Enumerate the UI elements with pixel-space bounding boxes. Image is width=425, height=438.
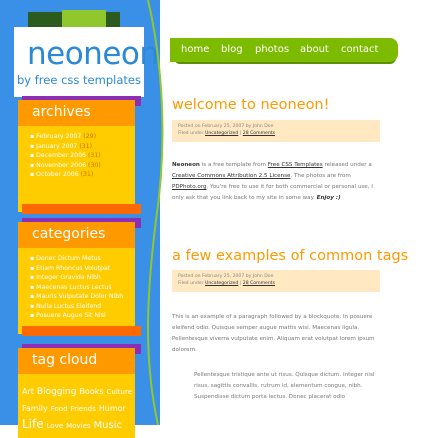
tag-link[interactable]: Movies xyxy=(66,422,91,430)
category-link[interactable]: Uncategorized xyxy=(205,131,239,136)
archives-list xyxy=(30,132,101,180)
post-blockquote: Pellentesque tristique ante ut risus. Quisque dictum. Integer nisl risus, sagittis convallis, rutrum id, elementum congue, nibh. Suspendisse dictum porta lectus. Donec placerat odio xyxy=(194,372,375,400)
post-title[interactable]: a few examples of common tags xyxy=(172,248,409,264)
nav-home[interactable]: home xyxy=(181,44,210,55)
categories-heading: categories xyxy=(32,226,106,242)
archive-item[interactable]: ▪ December 2006 (31) xyxy=(30,151,101,161)
tag-link[interactable]: Blogging xyxy=(36,387,77,397)
main-nav xyxy=(170,38,398,62)
post-meta: Posted on February 25, 2007 by John Doe Filed under Uncategorized | 28 Comments xyxy=(172,270,380,292)
tag-link[interactable]: Books xyxy=(79,387,104,396)
archives-box xyxy=(18,100,135,212)
post-paragraph: This is an example of a paragraph followed by a blockquote. In posuere eleifend odio. Quisque semper augue mattis wisi. Maecenas ligula. Pellentesque viverra vulputate enim. Aliquam erat volutpat lorem ipsum dolorem. xyxy=(172,314,375,353)
tagcloud-heading: tag cloud xyxy=(32,352,98,368)
archive-item[interactable]: ▪ February 2007 (29) xyxy=(30,132,101,142)
archive-item[interactable]: ▪ November 2006 (30) xyxy=(30,161,101,171)
category-item[interactable]: ▪ Donec Dictum Metus xyxy=(30,254,123,264)
tag-link[interactable]: Music xyxy=(93,420,122,431)
link-pdphoto[interactable]: PDPhoto.org xyxy=(172,184,207,190)
post-body: Neoneon is a free template from Free CSS Templates released under a Creative Commons Attribution 2.5 License. The photos are from PDPhoto.org. You're free to use it for both commercial or personal use, I only ask that you link back to my site in some way. Enjoy :) xyxy=(172,162,373,201)
archives-heading: archives xyxy=(32,104,91,120)
nav-contact[interactable]: contact xyxy=(341,44,379,55)
category-item[interactable]: ▪ Integer Gravida Nibh xyxy=(30,273,123,283)
tag-link[interactable]: Culture xyxy=(106,388,132,396)
nav-blog[interactable]: blog xyxy=(221,44,243,55)
comments-link[interactable]: 28 Comments xyxy=(242,281,275,286)
site-title[interactable]: neoneon xyxy=(27,36,159,72)
post-title[interactable]: welcome to neoneon! xyxy=(172,97,330,113)
nav-photos[interactable]: photos xyxy=(255,44,290,55)
categories-list xyxy=(30,254,123,321)
tag-link[interactable]: Art xyxy=(22,387,34,396)
tag-link[interactable]: Love xyxy=(46,422,64,430)
link-license[interactable]: Creative Commons Attribution 2.5 License xyxy=(172,173,291,179)
tag-link[interactable]: Food xyxy=(50,405,68,413)
post-byline: Posted on February 25, 2007 by John Doe xyxy=(178,124,274,129)
category-item[interactable]: ▪ Posuere Augue Sit Nisl xyxy=(30,311,123,321)
categories-box xyxy=(18,222,135,334)
comments-link[interactable]: 28 Comments xyxy=(242,131,275,136)
site-subtitle: by free css templates xyxy=(17,73,141,87)
category-item[interactable]: ▪ Nulla Luctus Eleifend xyxy=(30,302,123,312)
nav-about[interactable]: about xyxy=(300,44,329,55)
tag-link[interactable]: Friends xyxy=(70,405,96,413)
link-free-css[interactable]: Free CSS Templates xyxy=(267,162,323,168)
post-byline: Posted on February 25, 2007 by John Doe xyxy=(178,274,274,279)
category-link[interactable]: Uncategorized xyxy=(205,281,239,286)
category-item[interactable]: ▪ Etiam Rhoncus Volutpat xyxy=(30,264,123,274)
tag-cloud xyxy=(22,382,142,433)
category-item[interactable]: ▪ Maecenas Luctus Lectus xyxy=(30,283,123,293)
tag-link[interactable]: Humor xyxy=(98,404,126,413)
archive-item[interactable]: ▪ January 2007 (31) xyxy=(30,142,101,152)
archive-item[interactable]: ▪ October 2006 (31) xyxy=(30,170,101,180)
tag-link[interactable]: Family xyxy=(22,404,48,413)
category-item[interactable]: ▪ Mauris Vulputate Dolor Nibh xyxy=(30,292,123,302)
tag-link[interactable]: Life xyxy=(22,417,44,431)
logo-stripe-green xyxy=(62,10,106,28)
post-meta: Posted on February 25, 2007 by John Doe Filed under Uncategorized | 28 Comments xyxy=(172,120,380,142)
